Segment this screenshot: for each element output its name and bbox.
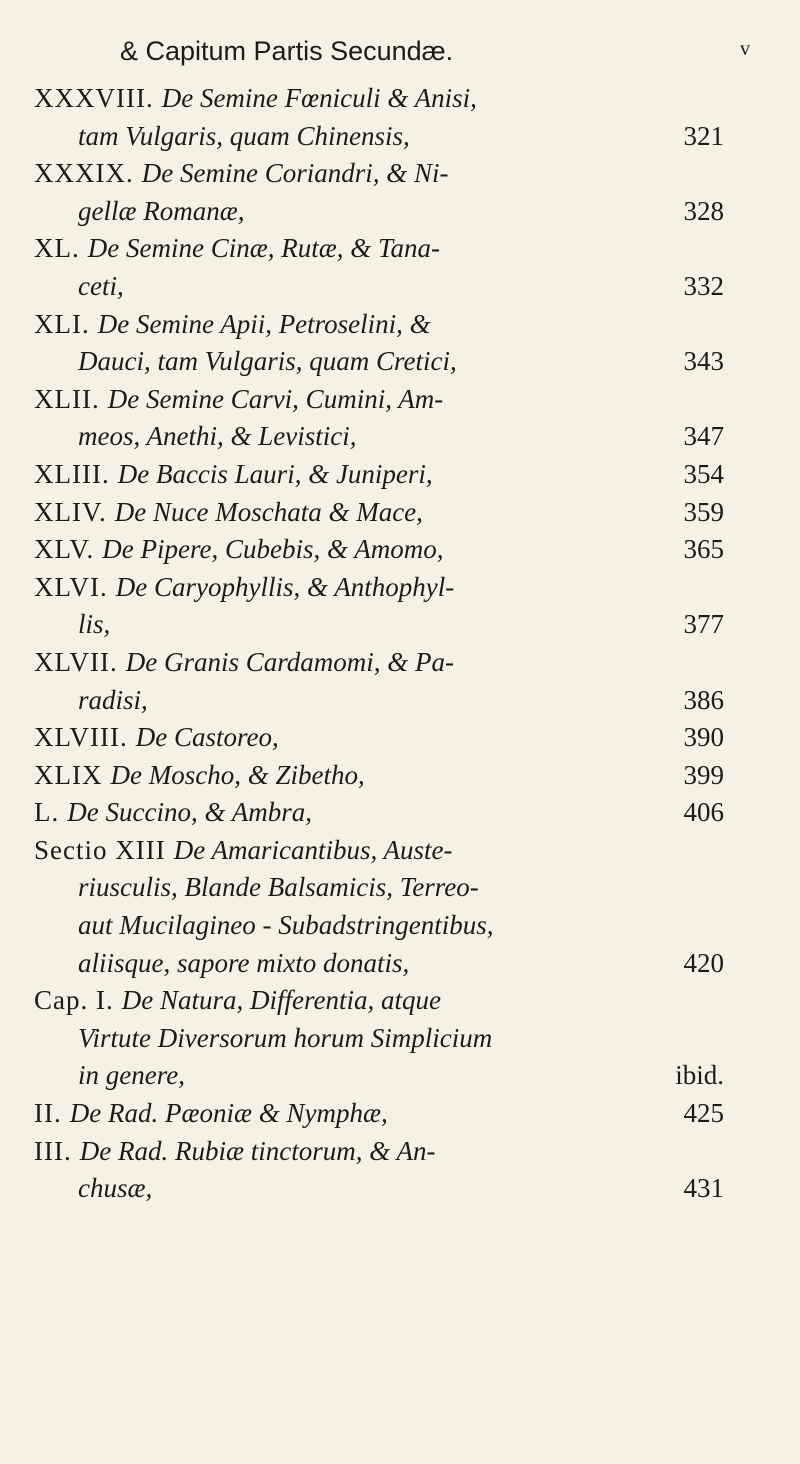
page-number: 431 bbox=[683, 1173, 724, 1204]
chapter-title: riusculis, Blande Balsamicis, Terreo- bbox=[78, 872, 479, 903]
chapter-number: XLIII. bbox=[34, 458, 110, 489]
chapter-title: De Nuce Moschata & Mace, bbox=[114, 496, 423, 527]
toc-line bbox=[34, 80, 760, 118]
toc-line bbox=[34, 1020, 760, 1058]
page-number: 354 bbox=[683, 458, 724, 489]
toc-line bbox=[34, 606, 760, 644]
chapter-title: De Caryophyllis, & Anthophyl- bbox=[115, 571, 455, 602]
toc-entry bbox=[34, 1095, 760, 1133]
chapter-number: XLVII. bbox=[34, 646, 118, 677]
toc-line bbox=[34, 306, 760, 344]
toc-line bbox=[34, 869, 760, 907]
page-number: 359 bbox=[683, 496, 724, 527]
chapter-number: Sectio XIII bbox=[34, 834, 166, 865]
chapter-number: XLVIII. bbox=[34, 722, 128, 753]
toc-line bbox=[34, 682, 760, 720]
toc-entry bbox=[34, 456, 760, 494]
chapter-title: radisi, bbox=[78, 684, 148, 715]
page-number: 420 bbox=[683, 947, 724, 978]
toc-line bbox=[34, 343, 760, 381]
chapter-title: De Granis Cardamomi, & Pa- bbox=[125, 646, 454, 677]
chapter-title: De Semine Apii, Petroselini, & bbox=[97, 308, 431, 339]
toc-entry bbox=[34, 644, 760, 719]
chapter-title: De Semine Cinæ, Rutæ, & Tana- bbox=[87, 233, 441, 264]
toc-line bbox=[34, 569, 760, 607]
chapter-title: aliisque, sapore mixto donatis, bbox=[78, 947, 410, 978]
chapter-title: De Rad. Pæoniæ & Nymphæ, bbox=[69, 1098, 388, 1129]
toc-entry bbox=[34, 1133, 760, 1208]
chapter-title: Virtute Diversorum horum Simplicium bbox=[78, 1022, 493, 1053]
page-number: 365 bbox=[683, 534, 724, 565]
toc-entry bbox=[34, 982, 760, 1095]
toc-line bbox=[34, 268, 760, 306]
chapter-title: De Castoreo, bbox=[135, 722, 279, 753]
toc-line bbox=[34, 456, 760, 494]
toc-entry bbox=[34, 80, 760, 155]
chapter-title: De Succino, & Ambra, bbox=[67, 797, 312, 828]
toc-line bbox=[34, 757, 760, 795]
page-header bbox=[60, 36, 760, 76]
chapter-title: Dauci, tam Vulgaris, quam Cretici, bbox=[78, 346, 457, 377]
chapter-title: De Semine Fœniculi & Anisi, bbox=[161, 83, 477, 113]
chapter-number: II. bbox=[34, 1098, 62, 1129]
chapter-title: tam Vulgaris, quam Chinensis, bbox=[78, 120, 410, 151]
page-number: 425 bbox=[683, 1098, 724, 1129]
chapter-number: XLI. bbox=[34, 308, 90, 339]
chapter-title: De Moscho, & Zibetho, bbox=[110, 759, 365, 790]
chapter-number: L. bbox=[34, 797, 60, 828]
page-number: 332 bbox=[683, 270, 724, 301]
chapter-title: gellæ Romanæ, bbox=[78, 195, 245, 226]
toc-line bbox=[34, 418, 760, 456]
chapter-number: XLV. bbox=[34, 534, 95, 565]
toc-line bbox=[34, 531, 760, 569]
toc-line bbox=[34, 1170, 760, 1208]
toc-line bbox=[34, 794, 760, 832]
signature-mark: v bbox=[740, 38, 750, 60]
chapter-number: XL. bbox=[34, 233, 80, 264]
chapter-number: III. bbox=[34, 1135, 72, 1166]
page-number: ibid. bbox=[675, 1060, 724, 1091]
chapter-title: De Rad. Rubiæ tinctorum, & An- bbox=[79, 1135, 436, 1166]
chapter-title: De Natura, Differentia, atque bbox=[121, 985, 441, 1016]
toc-line bbox=[34, 1095, 760, 1133]
toc-line bbox=[34, 907, 760, 945]
toc-line bbox=[34, 719, 760, 757]
toc-line bbox=[34, 982, 760, 1020]
toc-line bbox=[34, 945, 760, 983]
chapter-title: De Baccis Lauri, & Juniperi, bbox=[117, 458, 433, 489]
toc-line bbox=[34, 193, 760, 231]
chapter-number: XLII. bbox=[34, 383, 100, 414]
chapter-title: De Amaricantibus, Auste- bbox=[173, 834, 453, 865]
chapter-title: aut Mucilagineo - Subadstringentibus, bbox=[78, 910, 494, 941]
chapter-title: De Semine Coriandri, & Ni- bbox=[141, 158, 449, 189]
chapter-number: XXXIX. bbox=[34, 158, 134, 189]
chapter-number: XLVI. bbox=[34, 571, 108, 602]
toc-entry bbox=[34, 230, 760, 305]
chapter-title: meos, Anethi, & Levistici, bbox=[78, 421, 357, 452]
toc-line bbox=[34, 494, 760, 532]
chapter-number: XXXVIII. bbox=[34, 83, 154, 113]
toc-entry bbox=[34, 531, 760, 569]
toc-entry bbox=[34, 569, 760, 644]
toc-line bbox=[34, 230, 760, 268]
toc-line bbox=[34, 832, 760, 870]
chapter-number: Cap. I. bbox=[34, 985, 114, 1016]
toc-entry bbox=[34, 719, 760, 757]
chapter-number: XLIX bbox=[34, 759, 103, 790]
chapter-title: ceti, bbox=[78, 270, 124, 301]
toc-entry bbox=[34, 306, 760, 381]
page-number: 406 bbox=[683, 797, 724, 828]
chapter-title: De Pipere, Cubebis, & Amomo, bbox=[102, 534, 444, 565]
page-number: 377 bbox=[683, 609, 724, 640]
toc-entry bbox=[34, 757, 760, 795]
toc-line bbox=[34, 1057, 760, 1095]
chapter-title: in genere, bbox=[78, 1060, 185, 1091]
toc-entry bbox=[34, 155, 760, 230]
running-title: & Capitum Partis Secundæ. bbox=[120, 36, 454, 66]
page-number: 390 bbox=[683, 722, 724, 753]
chapter-title: lis, bbox=[78, 609, 111, 640]
toc-entry bbox=[34, 494, 760, 532]
toc-line bbox=[34, 155, 760, 193]
toc-entry bbox=[34, 832, 760, 982]
table-of-contents bbox=[34, 80, 760, 1208]
chapter-number: XLIV. bbox=[34, 496, 107, 527]
toc-line bbox=[34, 644, 760, 682]
toc-entry bbox=[34, 794, 760, 832]
toc-line bbox=[34, 118, 760, 156]
page-number: 328 bbox=[683, 195, 724, 226]
toc-line bbox=[34, 381, 760, 419]
page-number: 399 bbox=[683, 759, 724, 790]
page-number: 386 bbox=[683, 684, 724, 715]
page-number: 343 bbox=[683, 346, 724, 377]
page-number: 321 bbox=[683, 120, 724, 151]
toc-entry bbox=[34, 381, 760, 456]
chapter-title: De Semine Carvi, Cumini, Am- bbox=[107, 383, 444, 414]
toc-line bbox=[34, 1133, 760, 1171]
page-number: 347 bbox=[683, 421, 724, 452]
chapter-title: chusæ, bbox=[78, 1173, 153, 1204]
